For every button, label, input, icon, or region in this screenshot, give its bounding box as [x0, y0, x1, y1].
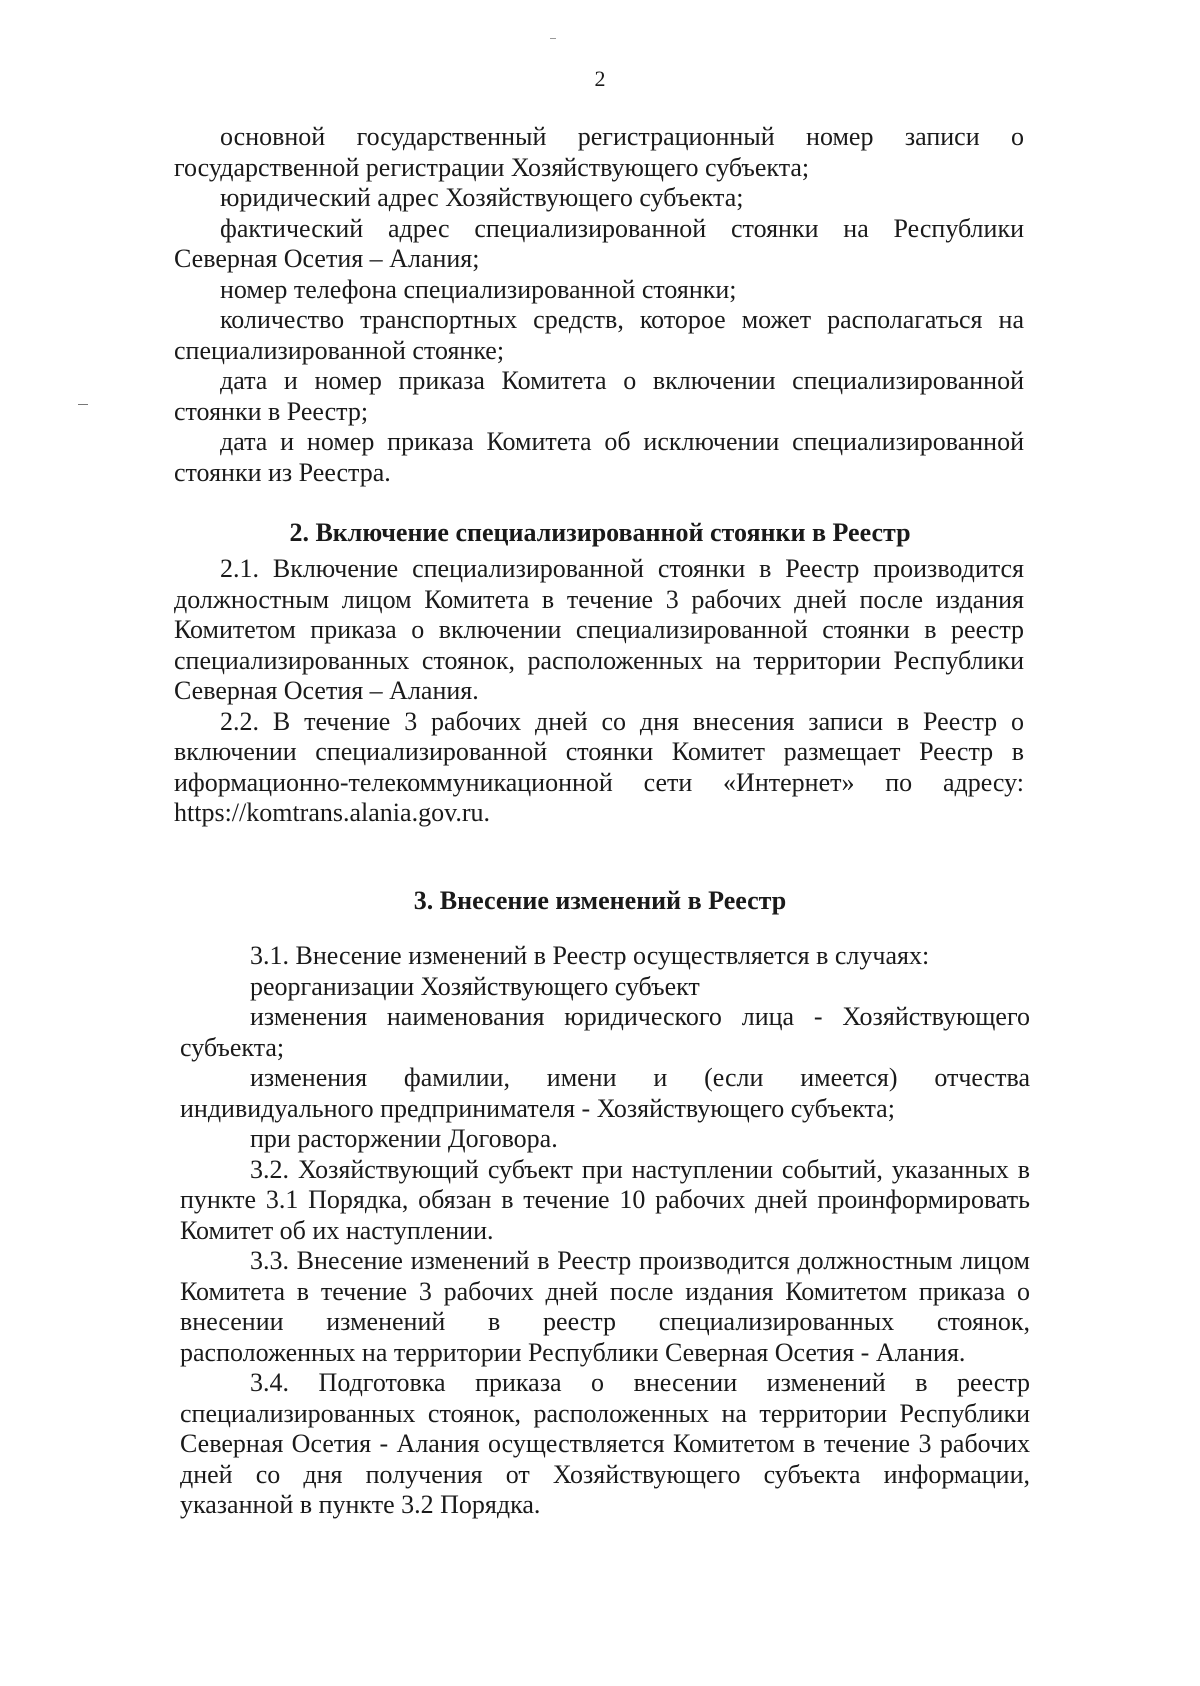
paragraph: при расторжении Договора. [250, 1124, 558, 1153]
list-item: юридический адрес Хозяйствующего субъекта; [220, 183, 744, 212]
paragraph: 3.2. Хозяйствующий субъект при наступлении событий, указанных в пункте 3.1 Порядка, обязан в течение 10 рабочих дней проинформировать Комитет об их наступлении. [180, 1154, 1030, 1245]
section-3-heading: 3. Внесение изменений в Реестр [413, 886, 787, 915]
intro-list [174, 122, 1024, 488]
section-3-body [180, 941, 1030, 1521]
list-item: количество транспортных средств, которое может располагаться на специализированной стоянке; [174, 305, 1024, 365]
paragraph: 3.4. Подготовка приказа о внесении изменений в реестр специализированных стоянок, расположенных на территории Республики Северная Осетия - Алания осуществляется Комитетом в течение 3 рабочих дней со дня получения от Хозяйствующего субъекта информации, указанной в пункте 3.2 Порядка. [180, 1368, 1030, 1519]
list-item: фактический адрес специализированной стоянки на Республики Северная Осетия – Алания; [174, 213, 1024, 273]
paragraph: изменения фамилии, имени и (если имеется) отчества индивидуального предпринимателя - Хозяйствующего субъекта; [180, 1063, 1030, 1123]
list-item: номер телефона специализированной стоянки; [220, 274, 737, 304]
paragraph: реорганизации Хозяйствующего субъект [250, 971, 700, 1001]
section-2-body [174, 554, 1024, 829]
scan-mark-top [550, 38, 556, 39]
section-2-heading: 2. Включение специализированной стоянки в Реестр [289, 518, 911, 547]
paragraph: 3.1. Внесение изменений в Реестр осуществляется в случаях: [250, 941, 930, 970]
paragraph: 2.1. Включение специализированной стоянки в Реестр производится должностным лицом Комитета в течение 3 рабочих дней после издания Комитетом приказа о включении специализированной стоянки в реестр специализированных стоянок, расположенных на территории Республики Северная Осетия – Алания. [174, 554, 1024, 705]
scan-mark-margin [78, 404, 88, 405]
list-item: дата и номер приказа Комитета о включении специализированной стоянки в Реестр; [174, 366, 1024, 426]
paragraph: 3.3. Внесение изменений в Реестр производится должностным лицом Комитета в течение 3 рабочих дней после издания Комитетом приказа о внесении изменений в реестр специализированных стоянок, расположенных на территории Республики Северная Осетия - Алания. [180, 1246, 1030, 1367]
paragraph: изменения наименования юридического лица - Хозяйствующего субъекта; [180, 1002, 1030, 1062]
paragraph: 2.2. В течение 3 рабочих дней со дня внесения записи в Реестр о включении специализированной стоянки Комитет размещает Реестр в иформационно-телекоммуникационной сети «Интернет» по адресу: https://komtrans.alania.gov.ru. [174, 706, 1024, 827]
list-item: основной государственный регистрационный номер записи о государственной регистрации Хозяйствующего субъекта; [174, 122, 1024, 182]
page-number: 2 [594, 66, 606, 91]
list-item: дата и номер приказа Комитета об исключении специализированной стоянки из Реестра. [174, 427, 1024, 487]
